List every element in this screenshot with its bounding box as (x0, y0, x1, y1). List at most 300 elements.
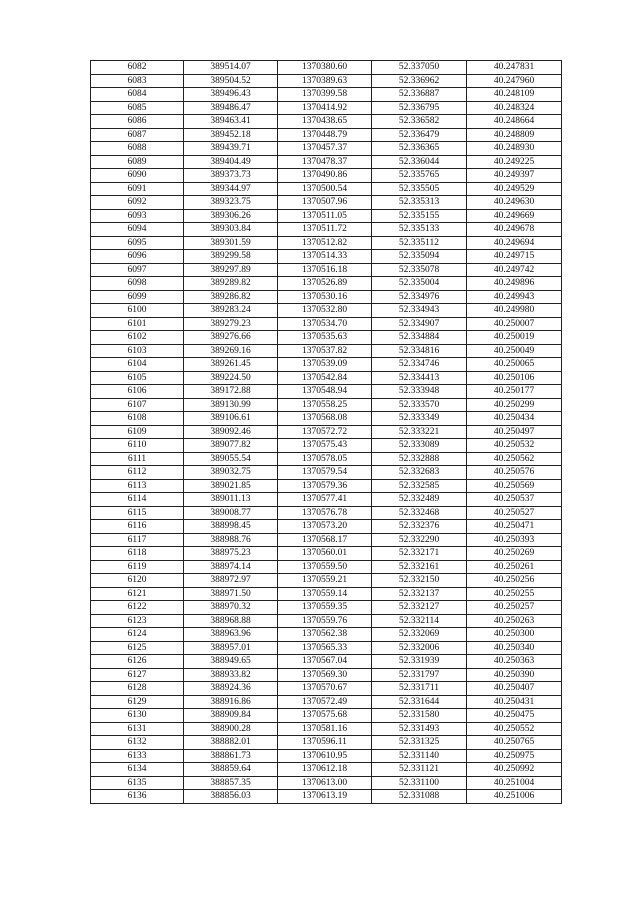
y-coordinate-cell: 1370581.16 (278, 722, 372, 736)
latitude-cell: 52.332006 (372, 641, 467, 655)
y-coordinate-cell: 1370596.11 (278, 736, 372, 750)
y-coordinate-cell: 1370568.08 (278, 412, 372, 426)
longitude-cell: 40.250407 (467, 682, 562, 696)
longitude-cell: 40.250393 (467, 533, 562, 547)
table-row (91, 250, 562, 264)
x-coordinate-cell: 389301.59 (184, 236, 278, 250)
point-number-cell: 6085 (91, 101, 184, 115)
point-number-cell: 6126 (91, 655, 184, 669)
latitude-cell: 52.332150 (372, 574, 467, 588)
latitude-cell: 52.331121 (372, 763, 467, 777)
y-coordinate-cell: 1370562.38 (278, 628, 372, 642)
longitude-cell: 40.250765 (467, 736, 562, 750)
latitude-cell: 52.331493 (372, 722, 467, 736)
longitude-cell: 40.250537 (467, 493, 562, 507)
y-coordinate-cell: 1370539.09 (278, 358, 372, 372)
table-row (91, 61, 562, 75)
latitude-cell: 52.331088 (372, 790, 467, 804)
table-row (91, 304, 562, 318)
longitude-cell: 40.249980 (467, 304, 562, 318)
longitude-cell: 40.250256 (467, 574, 562, 588)
x-coordinate-cell: 389496.43 (184, 88, 278, 102)
y-coordinate-cell: 1370610.95 (278, 749, 372, 763)
point-number-cell: 6097 (91, 263, 184, 277)
y-coordinate-cell: 1370512.82 (278, 236, 372, 250)
longitude-cell: 40.250434 (467, 412, 562, 426)
latitude-cell: 52.336962 (372, 74, 467, 88)
longitude-cell: 40.250269 (467, 547, 562, 561)
longitude-cell: 40.250263 (467, 614, 562, 628)
x-coordinate-cell: 389303.84 (184, 223, 278, 237)
longitude-cell: 40.250431 (467, 695, 562, 709)
y-coordinate-cell: 1370530.16 (278, 290, 372, 304)
y-coordinate-cell: 1370490.86 (278, 169, 372, 183)
x-coordinate-cell: 388949.65 (184, 655, 278, 669)
point-number-cell: 6120 (91, 574, 184, 588)
x-coordinate-cell: 388998.45 (184, 520, 278, 534)
longitude-cell: 40.250527 (467, 506, 562, 520)
table-row (91, 439, 562, 453)
latitude-cell: 52.336795 (372, 101, 467, 115)
latitude-cell: 52.334884 (372, 331, 467, 345)
latitude-cell: 52.333089 (372, 439, 467, 453)
x-coordinate-cell: 388988.76 (184, 533, 278, 547)
x-coordinate-cell: 388857.35 (184, 776, 278, 790)
y-coordinate-cell: 1370575.43 (278, 439, 372, 453)
x-coordinate-cell: 389283.24 (184, 304, 278, 318)
y-coordinate-cell: 1370572.72 (278, 425, 372, 439)
longitude-cell: 40.249630 (467, 196, 562, 210)
y-coordinate-cell: 1370511.72 (278, 223, 372, 237)
y-coordinate-cell: 1370448.79 (278, 128, 372, 142)
x-coordinate-cell: 389486.47 (184, 101, 278, 115)
table-row (91, 74, 562, 88)
point-number-cell: 6128 (91, 682, 184, 696)
longitude-cell: 40.249896 (467, 277, 562, 291)
table-row (91, 641, 562, 655)
y-coordinate-cell: 1370516.18 (278, 263, 372, 277)
latitude-cell: 52.332468 (372, 506, 467, 520)
point-number-cell: 6123 (91, 614, 184, 628)
latitude-cell: 52.334746 (372, 358, 467, 372)
x-coordinate-cell: 389276.66 (184, 331, 278, 345)
latitude-cell: 52.331100 (372, 776, 467, 790)
latitude-cell: 52.335505 (372, 182, 467, 196)
y-coordinate-cell: 1370579.36 (278, 479, 372, 493)
point-number-cell: 6122 (91, 601, 184, 615)
y-coordinate-cell: 1370534.70 (278, 317, 372, 331)
longitude-cell: 40.250552 (467, 722, 562, 736)
table-row (91, 101, 562, 115)
table-row (91, 776, 562, 790)
y-coordinate-cell: 1370559.14 (278, 587, 372, 601)
point-number-cell: 6109 (91, 425, 184, 439)
point-number-cell: 6104 (91, 358, 184, 372)
x-coordinate-cell: 388975.23 (184, 547, 278, 561)
y-coordinate-cell: 1370500.54 (278, 182, 372, 196)
longitude-cell: 40.250019 (467, 331, 562, 345)
table-row (91, 182, 562, 196)
longitude-cell: 40.248930 (467, 142, 562, 156)
longitude-cell: 40.249529 (467, 182, 562, 196)
x-coordinate-cell: 389504.52 (184, 74, 278, 88)
x-coordinate-cell: 389032.75 (184, 466, 278, 480)
table-row (91, 425, 562, 439)
y-coordinate-cell: 1370542.84 (278, 371, 372, 385)
y-coordinate-cell: 1370535.63 (278, 331, 372, 345)
longitude-cell: 40.250177 (467, 385, 562, 399)
x-coordinate-cell: 388924.36 (184, 682, 278, 696)
point-number-cell: 6125 (91, 641, 184, 655)
table-row (91, 371, 562, 385)
longitude-cell: 40.249397 (467, 169, 562, 183)
latitude-cell: 52.334816 (372, 344, 467, 358)
table-row (91, 790, 562, 804)
coordinates-table-body (91, 61, 562, 804)
y-coordinate-cell: 1370507.96 (278, 196, 372, 210)
point-number-cell: 6105 (91, 371, 184, 385)
longitude-cell: 40.249669 (467, 209, 562, 223)
y-coordinate-cell: 1370569.30 (278, 668, 372, 682)
latitude-cell: 52.332161 (372, 560, 467, 574)
table-row (91, 452, 562, 466)
y-coordinate-cell: 1370570.67 (278, 682, 372, 696)
longitude-cell: 40.249943 (467, 290, 562, 304)
x-coordinate-cell: 389021.85 (184, 479, 278, 493)
point-number-cell: 6115 (91, 506, 184, 520)
y-coordinate-cell: 1370389.63 (278, 74, 372, 88)
longitude-cell: 40.250576 (467, 466, 562, 480)
point-number-cell: 6096 (91, 250, 184, 264)
y-coordinate-cell: 1370576.78 (278, 506, 372, 520)
y-coordinate-cell: 1370577.41 (278, 493, 372, 507)
point-number-cell: 6119 (91, 560, 184, 574)
point-number-cell: 6127 (91, 668, 184, 682)
longitude-cell: 40.250363 (467, 655, 562, 669)
y-coordinate-cell: 1370537.82 (278, 344, 372, 358)
table-row (91, 520, 562, 534)
longitude-cell: 40.249678 (467, 223, 562, 237)
y-coordinate-cell: 1370559.21 (278, 574, 372, 588)
point-number-cell: 6086 (91, 115, 184, 129)
longitude-cell: 40.248109 (467, 88, 562, 102)
table-row (91, 682, 562, 696)
latitude-cell: 52.332376 (372, 520, 467, 534)
x-coordinate-cell: 389344.97 (184, 182, 278, 196)
table-row (91, 655, 562, 669)
latitude-cell: 52.332585 (372, 479, 467, 493)
table-row (91, 736, 562, 750)
point-number-cell: 6082 (91, 61, 184, 75)
x-coordinate-cell: 388933.82 (184, 668, 278, 682)
y-coordinate-cell: 1370559.35 (278, 601, 372, 615)
longitude-cell: 40.250390 (467, 668, 562, 682)
point-number-cell: 6111 (91, 452, 184, 466)
point-number-cell: 6117 (91, 533, 184, 547)
point-number-cell: 6136 (91, 790, 184, 804)
table-row (91, 344, 562, 358)
table-row (91, 317, 562, 331)
y-coordinate-cell: 1370559.76 (278, 614, 372, 628)
table-row (91, 263, 562, 277)
table-row (91, 155, 562, 169)
latitude-cell: 52.331140 (372, 749, 467, 763)
y-coordinate-cell: 1370457.37 (278, 142, 372, 156)
y-coordinate-cell: 1370613.19 (278, 790, 372, 804)
table-row (91, 614, 562, 628)
longitude-cell: 40.248664 (467, 115, 562, 129)
point-number-cell: 6084 (91, 88, 184, 102)
latitude-cell: 52.335765 (372, 169, 467, 183)
point-number-cell: 6130 (91, 709, 184, 723)
latitude-cell: 52.332069 (372, 628, 467, 642)
point-number-cell: 6129 (91, 695, 184, 709)
latitude-cell: 52.333570 (372, 398, 467, 412)
y-coordinate-cell: 1370438.65 (278, 115, 372, 129)
y-coordinate-cell: 1370414.92 (278, 101, 372, 115)
longitude-cell: 40.250065 (467, 358, 562, 372)
table-row (91, 547, 562, 561)
point-number-cell: 6091 (91, 182, 184, 196)
table-row (91, 722, 562, 736)
y-coordinate-cell: 1370579.54 (278, 466, 372, 480)
longitude-cell: 40.250340 (467, 641, 562, 655)
longitude-cell: 40.250255 (467, 587, 562, 601)
x-coordinate-cell: 388882.01 (184, 736, 278, 750)
longitude-cell: 40.250497 (467, 425, 562, 439)
x-coordinate-cell: 388916.86 (184, 695, 278, 709)
x-coordinate-cell: 389172.88 (184, 385, 278, 399)
table-row (91, 493, 562, 507)
table-row (91, 128, 562, 142)
latitude-cell: 52.334907 (372, 317, 467, 331)
y-coordinate-cell: 1370578.05 (278, 452, 372, 466)
point-number-cell: 6102 (91, 331, 184, 345)
point-number-cell: 6106 (91, 385, 184, 399)
x-coordinate-cell: 388972.97 (184, 574, 278, 588)
y-coordinate-cell: 1370560.01 (278, 547, 372, 561)
x-coordinate-cell: 388900.28 (184, 722, 278, 736)
table-row (91, 277, 562, 291)
x-coordinate-cell: 388974.14 (184, 560, 278, 574)
latitude-cell: 52.334943 (372, 304, 467, 318)
y-coordinate-cell: 1370612.18 (278, 763, 372, 777)
table-row (91, 412, 562, 426)
point-number-cell: 6131 (91, 722, 184, 736)
longitude-cell: 40.248809 (467, 128, 562, 142)
point-number-cell: 6121 (91, 587, 184, 601)
x-coordinate-cell: 389373.73 (184, 169, 278, 183)
latitude-cell: 52.336365 (372, 142, 467, 156)
latitude-cell: 52.332137 (372, 587, 467, 601)
point-number-cell: 6114 (91, 493, 184, 507)
table-row (91, 466, 562, 480)
table-row (91, 695, 562, 709)
coordinates-table (90, 60, 562, 804)
longitude-cell: 40.249225 (467, 155, 562, 169)
point-number-cell: 6099 (91, 290, 184, 304)
point-number-cell: 6133 (91, 749, 184, 763)
table-row (91, 506, 562, 520)
point-number-cell: 6083 (91, 74, 184, 88)
longitude-cell: 40.248324 (467, 101, 562, 115)
latitude-cell: 52.331797 (372, 668, 467, 682)
latitude-cell: 52.335078 (372, 263, 467, 277)
longitude-cell: 40.250992 (467, 763, 562, 777)
longitude-cell: 40.247960 (467, 74, 562, 88)
latitude-cell: 52.332114 (372, 614, 467, 628)
point-number-cell: 6100 (91, 304, 184, 318)
x-coordinate-cell: 389224.50 (184, 371, 278, 385)
x-coordinate-cell: 389261.45 (184, 358, 278, 372)
x-coordinate-cell: 388859.64 (184, 763, 278, 777)
point-number-cell: 6087 (91, 128, 184, 142)
x-coordinate-cell: 389106.61 (184, 412, 278, 426)
longitude-cell: 40.249742 (467, 263, 562, 277)
point-number-cell: 6089 (91, 155, 184, 169)
longitude-cell: 40.251006 (467, 790, 562, 804)
x-coordinate-cell: 388909.84 (184, 709, 278, 723)
longitude-cell: 40.250007 (467, 317, 562, 331)
y-coordinate-cell: 1370399.58 (278, 88, 372, 102)
table-row (91, 209, 562, 223)
latitude-cell: 52.335313 (372, 196, 467, 210)
x-coordinate-cell: 389306.26 (184, 209, 278, 223)
point-number-cell: 6088 (91, 142, 184, 156)
latitude-cell: 52.333948 (372, 385, 467, 399)
latitude-cell: 52.331939 (372, 655, 467, 669)
table-row (91, 290, 562, 304)
table-row (91, 574, 562, 588)
x-coordinate-cell: 389279.23 (184, 317, 278, 331)
y-coordinate-cell: 1370380.60 (278, 61, 372, 75)
y-coordinate-cell: 1370565.33 (278, 641, 372, 655)
x-coordinate-cell: 389055.54 (184, 452, 278, 466)
latitude-cell: 52.336582 (372, 115, 467, 129)
latitude-cell: 52.335094 (372, 250, 467, 264)
longitude-cell: 40.250106 (467, 371, 562, 385)
y-coordinate-cell: 1370558.25 (278, 398, 372, 412)
longitude-cell: 40.247831 (467, 61, 562, 75)
point-number-cell: 6098 (91, 277, 184, 291)
latitude-cell: 52.331644 (372, 695, 467, 709)
point-number-cell: 6101 (91, 317, 184, 331)
longitude-cell: 40.250975 (467, 749, 562, 763)
latitude-cell: 52.336887 (372, 88, 467, 102)
y-coordinate-cell: 1370548.94 (278, 385, 372, 399)
longitude-cell: 40.251004 (467, 776, 562, 790)
point-number-cell: 6108 (91, 412, 184, 426)
x-coordinate-cell: 389092.46 (184, 425, 278, 439)
latitude-cell: 52.334976 (372, 290, 467, 304)
longitude-cell: 40.250261 (467, 560, 562, 574)
x-coordinate-cell: 388856.03 (184, 790, 278, 804)
point-number-cell: 6093 (91, 209, 184, 223)
y-coordinate-cell: 1370478.37 (278, 155, 372, 169)
point-number-cell: 6112 (91, 466, 184, 480)
latitude-cell: 52.336044 (372, 155, 467, 169)
x-coordinate-cell: 388963.96 (184, 628, 278, 642)
latitude-cell: 52.332290 (372, 533, 467, 547)
y-coordinate-cell: 1370575.68 (278, 709, 372, 723)
table-row (91, 88, 562, 102)
y-coordinate-cell: 1370568.17 (278, 533, 372, 547)
latitude-cell: 52.335112 (372, 236, 467, 250)
point-number-cell: 6092 (91, 196, 184, 210)
latitude-cell: 52.332171 (372, 547, 467, 561)
x-coordinate-cell: 389286.82 (184, 290, 278, 304)
longitude-cell: 40.250475 (467, 709, 562, 723)
point-number-cell: 6103 (91, 344, 184, 358)
y-coordinate-cell: 1370567.04 (278, 655, 372, 669)
latitude-cell: 52.331580 (372, 709, 467, 723)
table-row (91, 331, 562, 345)
point-number-cell: 6116 (91, 520, 184, 534)
table-row (91, 533, 562, 547)
longitude-cell: 40.249694 (467, 236, 562, 250)
point-number-cell: 6134 (91, 763, 184, 777)
latitude-cell: 52.335155 (372, 209, 467, 223)
y-coordinate-cell: 1370511.05 (278, 209, 372, 223)
latitude-cell: 52.336479 (372, 128, 467, 142)
table-row (91, 587, 562, 601)
x-coordinate-cell: 388971.50 (184, 587, 278, 601)
x-coordinate-cell: 389297.89 (184, 263, 278, 277)
point-number-cell: 6110 (91, 439, 184, 453)
y-coordinate-cell: 1370572.49 (278, 695, 372, 709)
table-row (91, 236, 562, 250)
table-row (91, 628, 562, 642)
x-coordinate-cell: 389463.41 (184, 115, 278, 129)
table-row (91, 668, 562, 682)
table-row (91, 358, 562, 372)
x-coordinate-cell: 389289.82 (184, 277, 278, 291)
longitude-cell: 40.250257 (467, 601, 562, 615)
table-row (91, 142, 562, 156)
y-coordinate-cell: 1370559.50 (278, 560, 372, 574)
x-coordinate-cell: 388968.88 (184, 614, 278, 628)
point-number-cell: 6094 (91, 223, 184, 237)
x-coordinate-cell: 389452.18 (184, 128, 278, 142)
table-row (91, 709, 562, 723)
x-coordinate-cell: 389011.13 (184, 493, 278, 507)
latitude-cell: 52.332489 (372, 493, 467, 507)
table-row (91, 479, 562, 493)
x-coordinate-cell: 389404.49 (184, 155, 278, 169)
x-coordinate-cell: 389299.58 (184, 250, 278, 264)
y-coordinate-cell: 1370514.33 (278, 250, 372, 264)
point-number-cell: 6135 (91, 776, 184, 790)
table-row (91, 398, 562, 412)
latitude-cell: 52.332888 (372, 452, 467, 466)
point-number-cell: 6118 (91, 547, 184, 561)
table-row (91, 223, 562, 237)
y-coordinate-cell: 1370526.89 (278, 277, 372, 291)
latitude-cell: 52.333221 (372, 425, 467, 439)
table-row (91, 115, 562, 129)
table-row (91, 560, 562, 574)
x-coordinate-cell: 388861.73 (184, 749, 278, 763)
x-coordinate-cell: 389130.99 (184, 398, 278, 412)
x-coordinate-cell: 389514.07 (184, 61, 278, 75)
latitude-cell: 52.334413 (372, 371, 467, 385)
x-coordinate-cell: 389077.82 (184, 439, 278, 453)
x-coordinate-cell: 389008.77 (184, 506, 278, 520)
point-number-cell: 6124 (91, 628, 184, 642)
longitude-cell: 40.250300 (467, 628, 562, 642)
point-number-cell: 6095 (91, 236, 184, 250)
x-coordinate-cell: 389439.71 (184, 142, 278, 156)
